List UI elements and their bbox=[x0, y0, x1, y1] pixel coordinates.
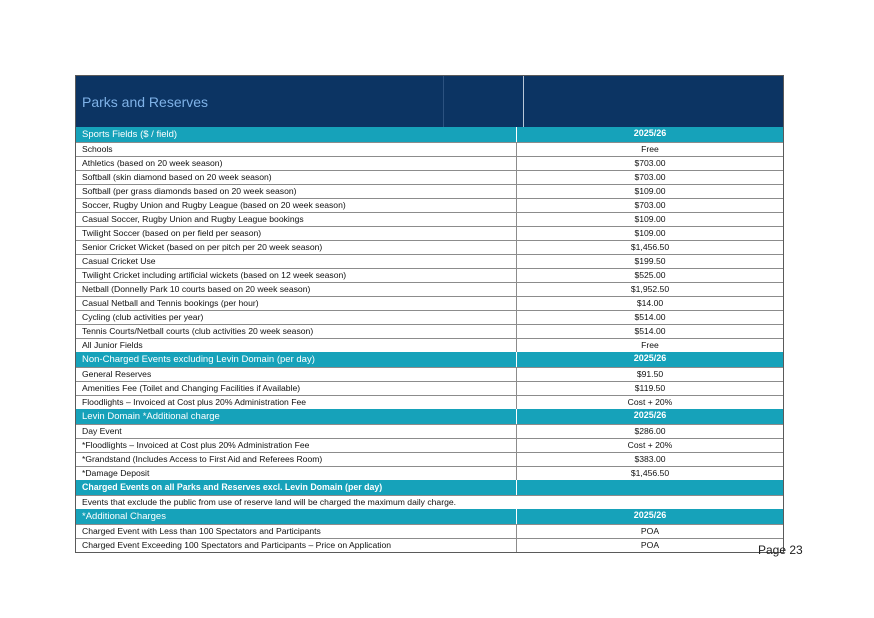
item-label: Charged Event Exceeding 100 Spectators and Participants – Price on Application bbox=[76, 539, 517, 552]
year-column-header: 2025/26 bbox=[633, 410, 667, 420]
item-label: Netball (Donnelly Park 10 courts based on 20 week season) bbox=[76, 283, 517, 296]
table-row bbox=[76, 495, 783, 509]
item-label: Soccer, Rugby Union and Rugby League (based on 20 week season) bbox=[76, 199, 517, 212]
title-row bbox=[76, 76, 783, 127]
item-label: Floodlights – Invoiced at Cost plus 20% Administration Fee bbox=[76, 396, 517, 409]
item-fee: Free bbox=[641, 340, 659, 350]
item-fee: $1,456.50 bbox=[630, 242, 670, 252]
item-label: Day Event bbox=[76, 425, 517, 438]
table-row bbox=[76, 212, 783, 226]
title-fill bbox=[524, 76, 783, 127]
item-label: Tennis Courts/Netball courts (club activities 20 week season) bbox=[76, 325, 517, 338]
item-fee: $119.50 bbox=[634, 383, 666, 393]
item-label: Softball (skin diamond based on 20 week season) bbox=[76, 171, 517, 184]
fees-table bbox=[75, 75, 784, 553]
year-column-header: 2025/26 bbox=[633, 128, 667, 138]
item-fee: $383.00 bbox=[634, 454, 666, 464]
item-label: Softball (per grass diamonds based on 20 week season) bbox=[76, 185, 517, 198]
item-label: *Grandstand (Includes Access to First Aid and Referees Room) bbox=[76, 453, 517, 466]
section-header-label: Levin Domain *Additional charge bbox=[76, 409, 517, 424]
table-row bbox=[76, 538, 783, 552]
page-number: Page 23 bbox=[758, 543, 803, 557]
item-fee: Free bbox=[641, 144, 659, 154]
item-fee: $109.00 bbox=[634, 228, 666, 238]
item-fee: $1,456.50 bbox=[630, 468, 670, 478]
item-fee: $14.00 bbox=[636, 298, 664, 308]
item-fee: $91.50 bbox=[636, 369, 664, 379]
table-row bbox=[76, 240, 783, 254]
item-label: Casual Soccer, Rugby Union and Rugby League bookings bbox=[76, 213, 517, 226]
item-label: Senior Cricket Wicket (based on per pitch per 20 week season) bbox=[76, 241, 517, 254]
section-header bbox=[76, 480, 783, 495]
table-row bbox=[76, 367, 783, 381]
item-fee: $199.50 bbox=[634, 256, 666, 266]
table-row bbox=[76, 142, 783, 156]
section-header-label: Sports Fields ($ / field) bbox=[76, 127, 517, 142]
item-label: *Floodlights – Invoiced at Cost plus 20% Administration Fee bbox=[76, 439, 517, 452]
table-row bbox=[76, 156, 783, 170]
item-label: Casual Netball and Tennis bookings (per hour) bbox=[76, 297, 517, 310]
item-label: Cycling (club activities per year) bbox=[76, 311, 517, 324]
table-row bbox=[76, 198, 783, 212]
table-row bbox=[76, 268, 783, 282]
section-header-label: *Additional Charges bbox=[76, 509, 517, 524]
item-fee: $525.00 bbox=[634, 270, 666, 280]
item-fee: Cost + 20% bbox=[627, 397, 673, 407]
item-fee: $286.00 bbox=[634, 426, 666, 436]
item-label: General Reserves bbox=[76, 368, 517, 381]
item-fee: $109.00 bbox=[634, 214, 666, 224]
item-fee: $109.00 bbox=[634, 186, 666, 196]
item-fee: $1,952.50 bbox=[630, 284, 670, 294]
table-row bbox=[76, 381, 783, 395]
item-fee: POA bbox=[640, 526, 660, 536]
item-label: Casual Cricket Use bbox=[76, 255, 517, 268]
table-row bbox=[76, 424, 783, 438]
year-column-header: 2025/26 bbox=[633, 353, 667, 363]
item-fee: $703.00 bbox=[634, 172, 666, 182]
item-label: Athletics (based on 20 week season) bbox=[76, 157, 517, 170]
year-column-header bbox=[517, 480, 783, 495]
table-row bbox=[76, 310, 783, 324]
table-row bbox=[76, 254, 783, 268]
year-column-header: 2025/26 bbox=[633, 510, 667, 520]
table-row bbox=[76, 282, 783, 296]
table-row bbox=[76, 466, 783, 480]
item-fee: $703.00 bbox=[634, 158, 666, 168]
table-row bbox=[76, 184, 783, 198]
item-label: *Damage Deposit bbox=[76, 467, 517, 480]
section-header-label: Charged Events on all Parks and Reserves excl. Levin Domain (per day) bbox=[76, 480, 517, 495]
table-row bbox=[76, 170, 783, 184]
section-header-label: Non-Charged Events excluding Levin Domain (per day) bbox=[76, 352, 517, 367]
table-row bbox=[76, 524, 783, 538]
table-row bbox=[76, 324, 783, 338]
table-body bbox=[76, 127, 783, 552]
table-row bbox=[76, 395, 783, 409]
table-row bbox=[76, 338, 783, 352]
section-header bbox=[76, 409, 783, 424]
table-row bbox=[76, 452, 783, 466]
section-header bbox=[76, 509, 783, 524]
title-spacer bbox=[444, 76, 524, 127]
item-fee: $514.00 bbox=[634, 312, 666, 322]
item-label: All Junior Fields bbox=[76, 339, 517, 352]
item-fee: Cost + 20% bbox=[627, 440, 673, 450]
item-label: Charged Event with Less than 100 Spectators and Participants bbox=[76, 525, 517, 538]
section-header bbox=[76, 352, 783, 367]
item-fee: POA bbox=[640, 540, 660, 550]
section-header bbox=[76, 127, 783, 142]
table-row bbox=[76, 296, 783, 310]
table-row bbox=[76, 226, 783, 240]
item-label: Twilight Soccer (based on per field per season) bbox=[76, 227, 517, 240]
item-label: Twilight Cricket including artificial wickets (based on 12 week season) bbox=[76, 269, 517, 282]
table-title: Parks and Reserves bbox=[76, 76, 444, 127]
item-label: Amenities Fee (Toilet and Changing Facilities if Available) bbox=[76, 382, 517, 395]
table-row bbox=[76, 438, 783, 452]
item-fee: $514.00 bbox=[634, 326, 666, 336]
item-label: Events that exclude the public from use of reserve land will be charged the maximum daily charge. bbox=[82, 497, 457, 507]
item-fee: $703.00 bbox=[634, 200, 666, 210]
item-label: Schools bbox=[76, 143, 517, 156]
